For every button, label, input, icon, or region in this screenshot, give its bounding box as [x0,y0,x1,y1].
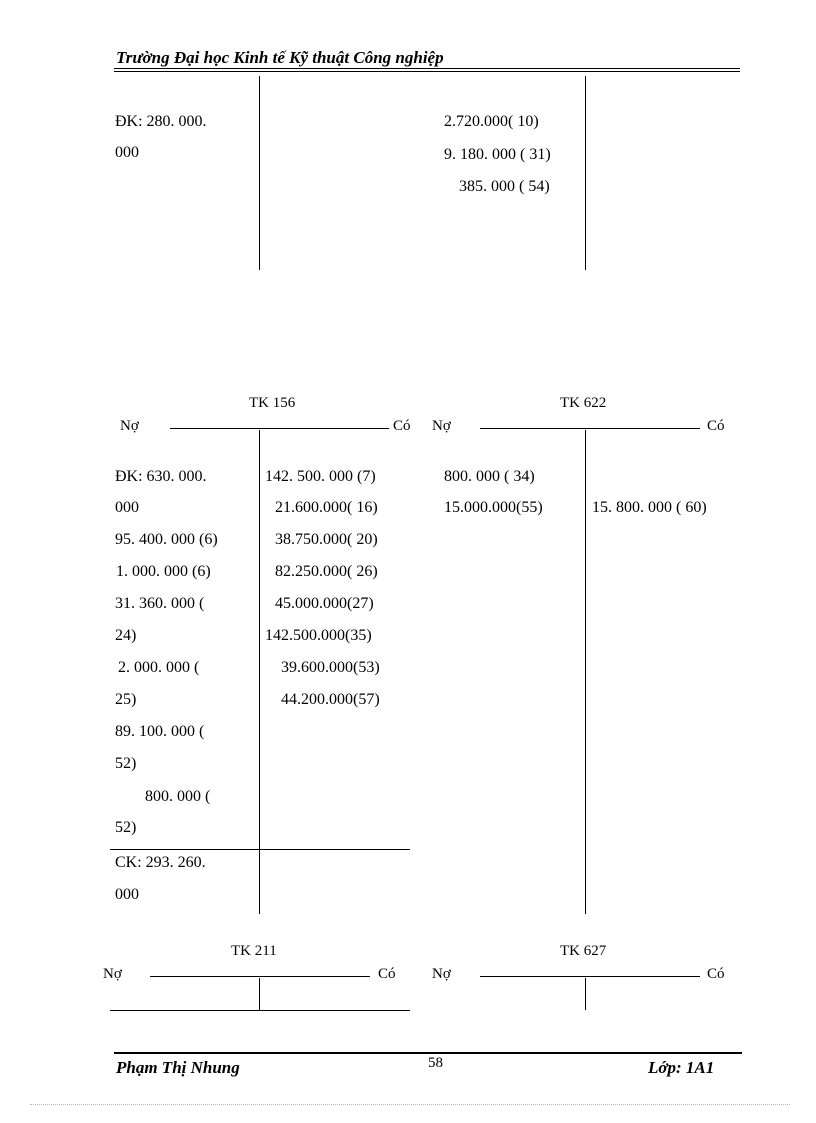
header-rule-bottom [114,71,740,72]
tk211-divider [259,978,260,1010]
tk156-debit-5: 31. 360. 000 ( [115,595,205,612]
page-bottom-edge [30,1104,790,1105]
tk622-top-rule [480,428,700,429]
top-debit-line-2: 000 [115,144,139,161]
tk211-debit-label: Nợ [103,966,122,982]
tk627-top-rule [480,976,700,977]
tk156-debit-11: 800. 000 ( [145,788,211,805]
top-debit-line-1: ĐK: 280. 000. [115,113,207,130]
tk156-title: TK 156 [249,395,296,411]
tk156-credit-2: 21.600.000( 16) [275,499,378,516]
header-title: Trường Đại học Kinh tế Kỹ thuật Công nghiệp [116,48,444,67]
tk622-debit-2: 15.000.000(55) [444,499,543,516]
tk156-divider [259,430,260,914]
tk156-credit-4: 82.250.000( 26) [275,563,378,580]
tk627-debit-label: Nợ [432,966,451,982]
footer-class: Lớp: 1A1 [648,1058,715,1077]
top-account-divider-left [259,76,260,270]
footer-rule [114,1052,742,1054]
tk156-credit-5: 45.000.000(27) [275,595,374,612]
page-number: 58 [428,1055,443,1071]
tk156-closing-rule [110,849,410,850]
tk211-title: TK 211 [231,943,277,959]
tk622-debit-1: 800. 000 ( 34) [444,468,535,485]
tk622-divider [585,430,586,914]
tk622-title: TK 622 [560,395,607,411]
footer-author: Phạm Thị Nhung [116,1058,240,1077]
tk156-debit-10: 52) [115,755,137,772]
top-right-entry-3: 385. 000 ( 54) [459,178,550,195]
tk156-debit-label: Nợ [120,418,139,434]
tk622-credit-label: Có [707,418,725,434]
tk156-credit-1: 142. 500. 000 (7) [265,468,376,485]
tk156-debit-2: 000 [115,499,139,516]
tk156-debit-1: ĐK: 630. 000. [115,468,207,485]
tk156-credit-3: 38.750.000( 20) [275,531,378,548]
tk627-divider [585,978,586,1010]
tk156-debit-12: 52) [115,819,137,836]
tk622-credit-1: 15. 800. 000 ( 60) [592,499,707,516]
tk156-debit-6: 24) [115,627,137,644]
tk156-debit-4: 1. 000. 000 (6) [116,563,211,580]
top-right-entry-2: 9. 180. 000 ( 31) [444,146,551,163]
tk156-debit-9: 89. 100. 000 ( [115,723,205,740]
header-rule-top [114,68,740,69]
tk156-credit-7: 39.600.000(53) [281,659,380,676]
tk156-credit-label: Có [393,418,411,434]
tk211-top-rule [150,976,370,977]
tk156-debit-3: 95. 400. 000 (6) [115,531,218,548]
top-right-entry-1: 2.720.000( 10) [444,113,539,130]
tk211-credit-label: Có [378,966,396,982]
tk156-debit-7: 2. 000. 000 ( [118,659,200,676]
tk156-debit-8: 25) [115,691,137,708]
tk156-credit-8: 44.200.000(57) [281,691,380,708]
tk156-top-rule [170,428,389,429]
tk622-debit-label: Nợ [432,418,451,434]
tk211-bottom-rule [110,1010,410,1011]
tk156-credit-6: 142.500.000(35) [265,627,372,644]
tk156-closing-2: 000 [115,886,139,903]
tk156-closing-1: CK: 293. 260. [115,854,206,871]
top-account-divider-right [585,76,586,270]
tk627-title: TK 627 [560,943,607,959]
tk627-credit-label: Có [707,966,725,982]
